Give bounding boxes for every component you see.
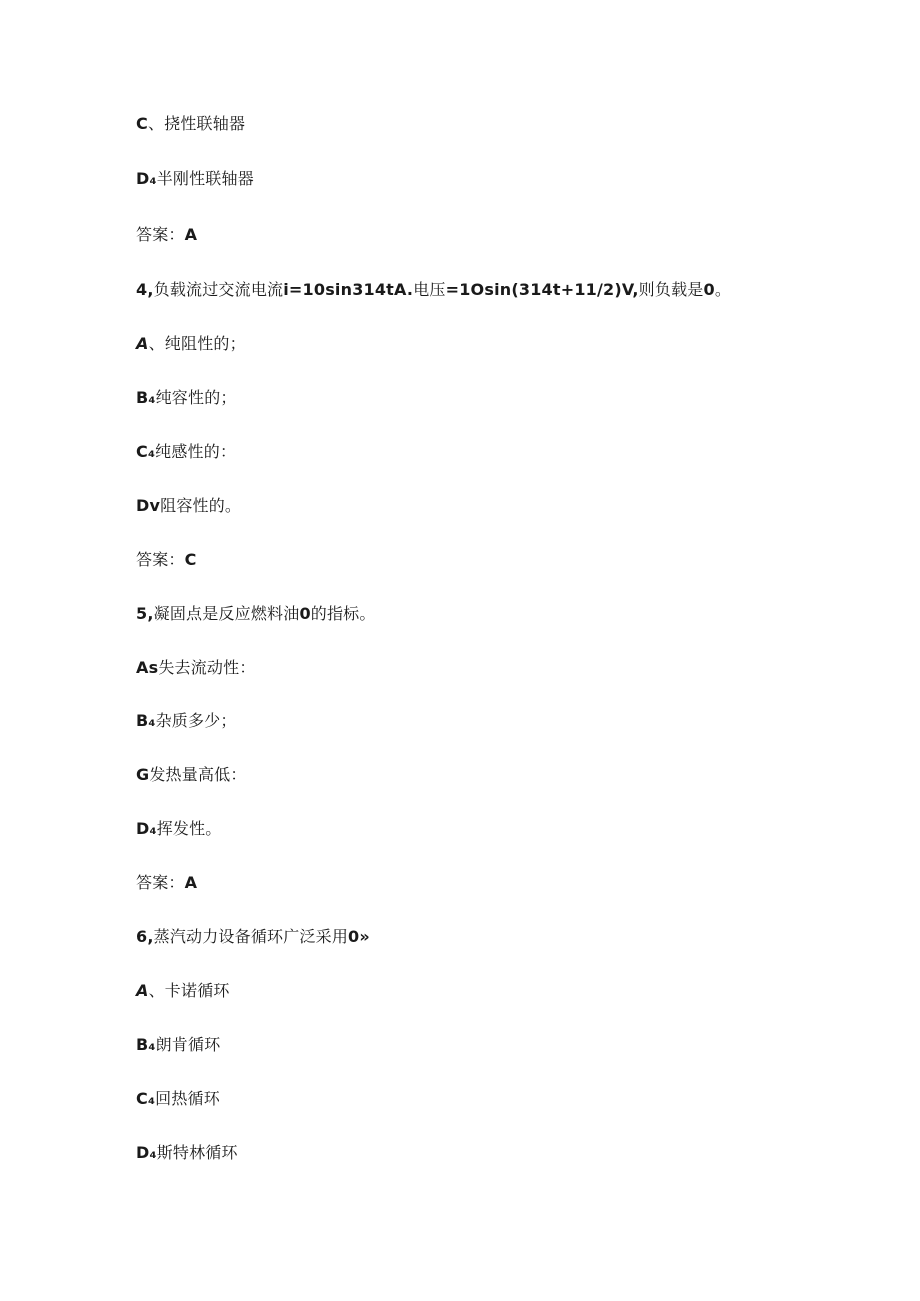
question-text: 电压 — [413, 280, 446, 299]
answer-line — [136, 549, 197, 571]
option-a-line — [136, 657, 256, 679]
option-text: 失去流动性： — [158, 658, 256, 677]
option-label: As — [136, 658, 159, 677]
option-c-line — [136, 113, 245, 135]
option-label: A — [136, 981, 149, 1000]
option-text: 斯特林循环 — [156, 1143, 238, 1162]
option-label: B₄ — [136, 711, 156, 730]
question-number: 6, — [136, 927, 154, 946]
question-blank: 0 — [703, 280, 715, 299]
option-label: Dv — [136, 496, 161, 515]
option-text: 朗肯循环 — [155, 1035, 221, 1054]
option-label: A — [136, 334, 149, 353]
question-text: 负载流过交流电流 — [153, 280, 284, 299]
option-label: D₄ — [136, 819, 157, 838]
option-label: C₄ — [136, 442, 156, 461]
question-formula: =1Osin(314t+11/2)V, — [445, 280, 639, 299]
option-label: D₄ — [136, 169, 157, 188]
option-b-line — [136, 387, 237, 409]
option-c-line — [136, 1088, 220, 1110]
question-4 — [136, 279, 731, 301]
question-text: 蒸汽动力设备循环广泛采用 — [153, 927, 349, 946]
question-text: 。 — [714, 280, 732, 299]
option-c-line — [136, 441, 236, 463]
option-text: 纯容性的； — [155, 388, 237, 407]
answer-value: A — [184, 225, 198, 244]
option-text: 杂质多少； — [155, 711, 237, 730]
option-text: 发热量高低： — [149, 765, 247, 784]
option-label: D₄ — [136, 1143, 157, 1162]
question-number: 4, — [136, 280, 154, 299]
option-label: B₄ — [136, 1035, 156, 1054]
option-text: 、卡诺循环 — [148, 981, 230, 1000]
option-a-line — [136, 333, 246, 355]
question-text: 凝固点是反应燃料油 — [153, 604, 300, 623]
option-label: G — [136, 765, 150, 784]
answer-line — [136, 224, 197, 246]
answer-line — [136, 872, 197, 894]
option-text: 半刚性联轴器 — [156, 169, 254, 188]
question-text: 则负载是 — [638, 280, 704, 299]
question-blank: 0» — [348, 927, 370, 946]
option-d-line — [136, 495, 241, 517]
option-text: 回热循环 — [155, 1089, 220, 1108]
question-5 — [136, 603, 376, 625]
option-d-line — [136, 818, 222, 840]
option-d-line — [136, 168, 254, 190]
question-text: 的指标。 — [310, 604, 376, 623]
option-c-line — [136, 764, 247, 786]
answer-value: C — [184, 550, 197, 569]
option-label: C₄ — [136, 1089, 156, 1108]
answer-label: 答案： — [136, 550, 185, 569]
option-text: 阻容性的。 — [160, 496, 242, 515]
question-6 — [136, 926, 370, 948]
option-a-line — [136, 980, 230, 1002]
option-text: 挥发性。 — [156, 819, 222, 838]
option-b-line — [136, 710, 237, 732]
option-b-line — [136, 1034, 220, 1056]
question-formula: i=10sin314tA. — [283, 280, 414, 299]
answer-label: 答案： — [136, 873, 185, 892]
option-text: 纯感性的： — [155, 442, 237, 461]
question-number: 5, — [136, 604, 154, 623]
answer-label: 答案： — [136, 225, 185, 244]
option-d-line — [136, 1142, 238, 1164]
option-text: 、纯阻性的； — [148, 334, 246, 353]
option-label: C — [136, 114, 148, 133]
question-blank: 0 — [299, 604, 311, 623]
option-text: 、挠性联轴器 — [147, 114, 246, 133]
option-label: B₄ — [136, 388, 156, 407]
answer-value: A — [184, 873, 198, 892]
